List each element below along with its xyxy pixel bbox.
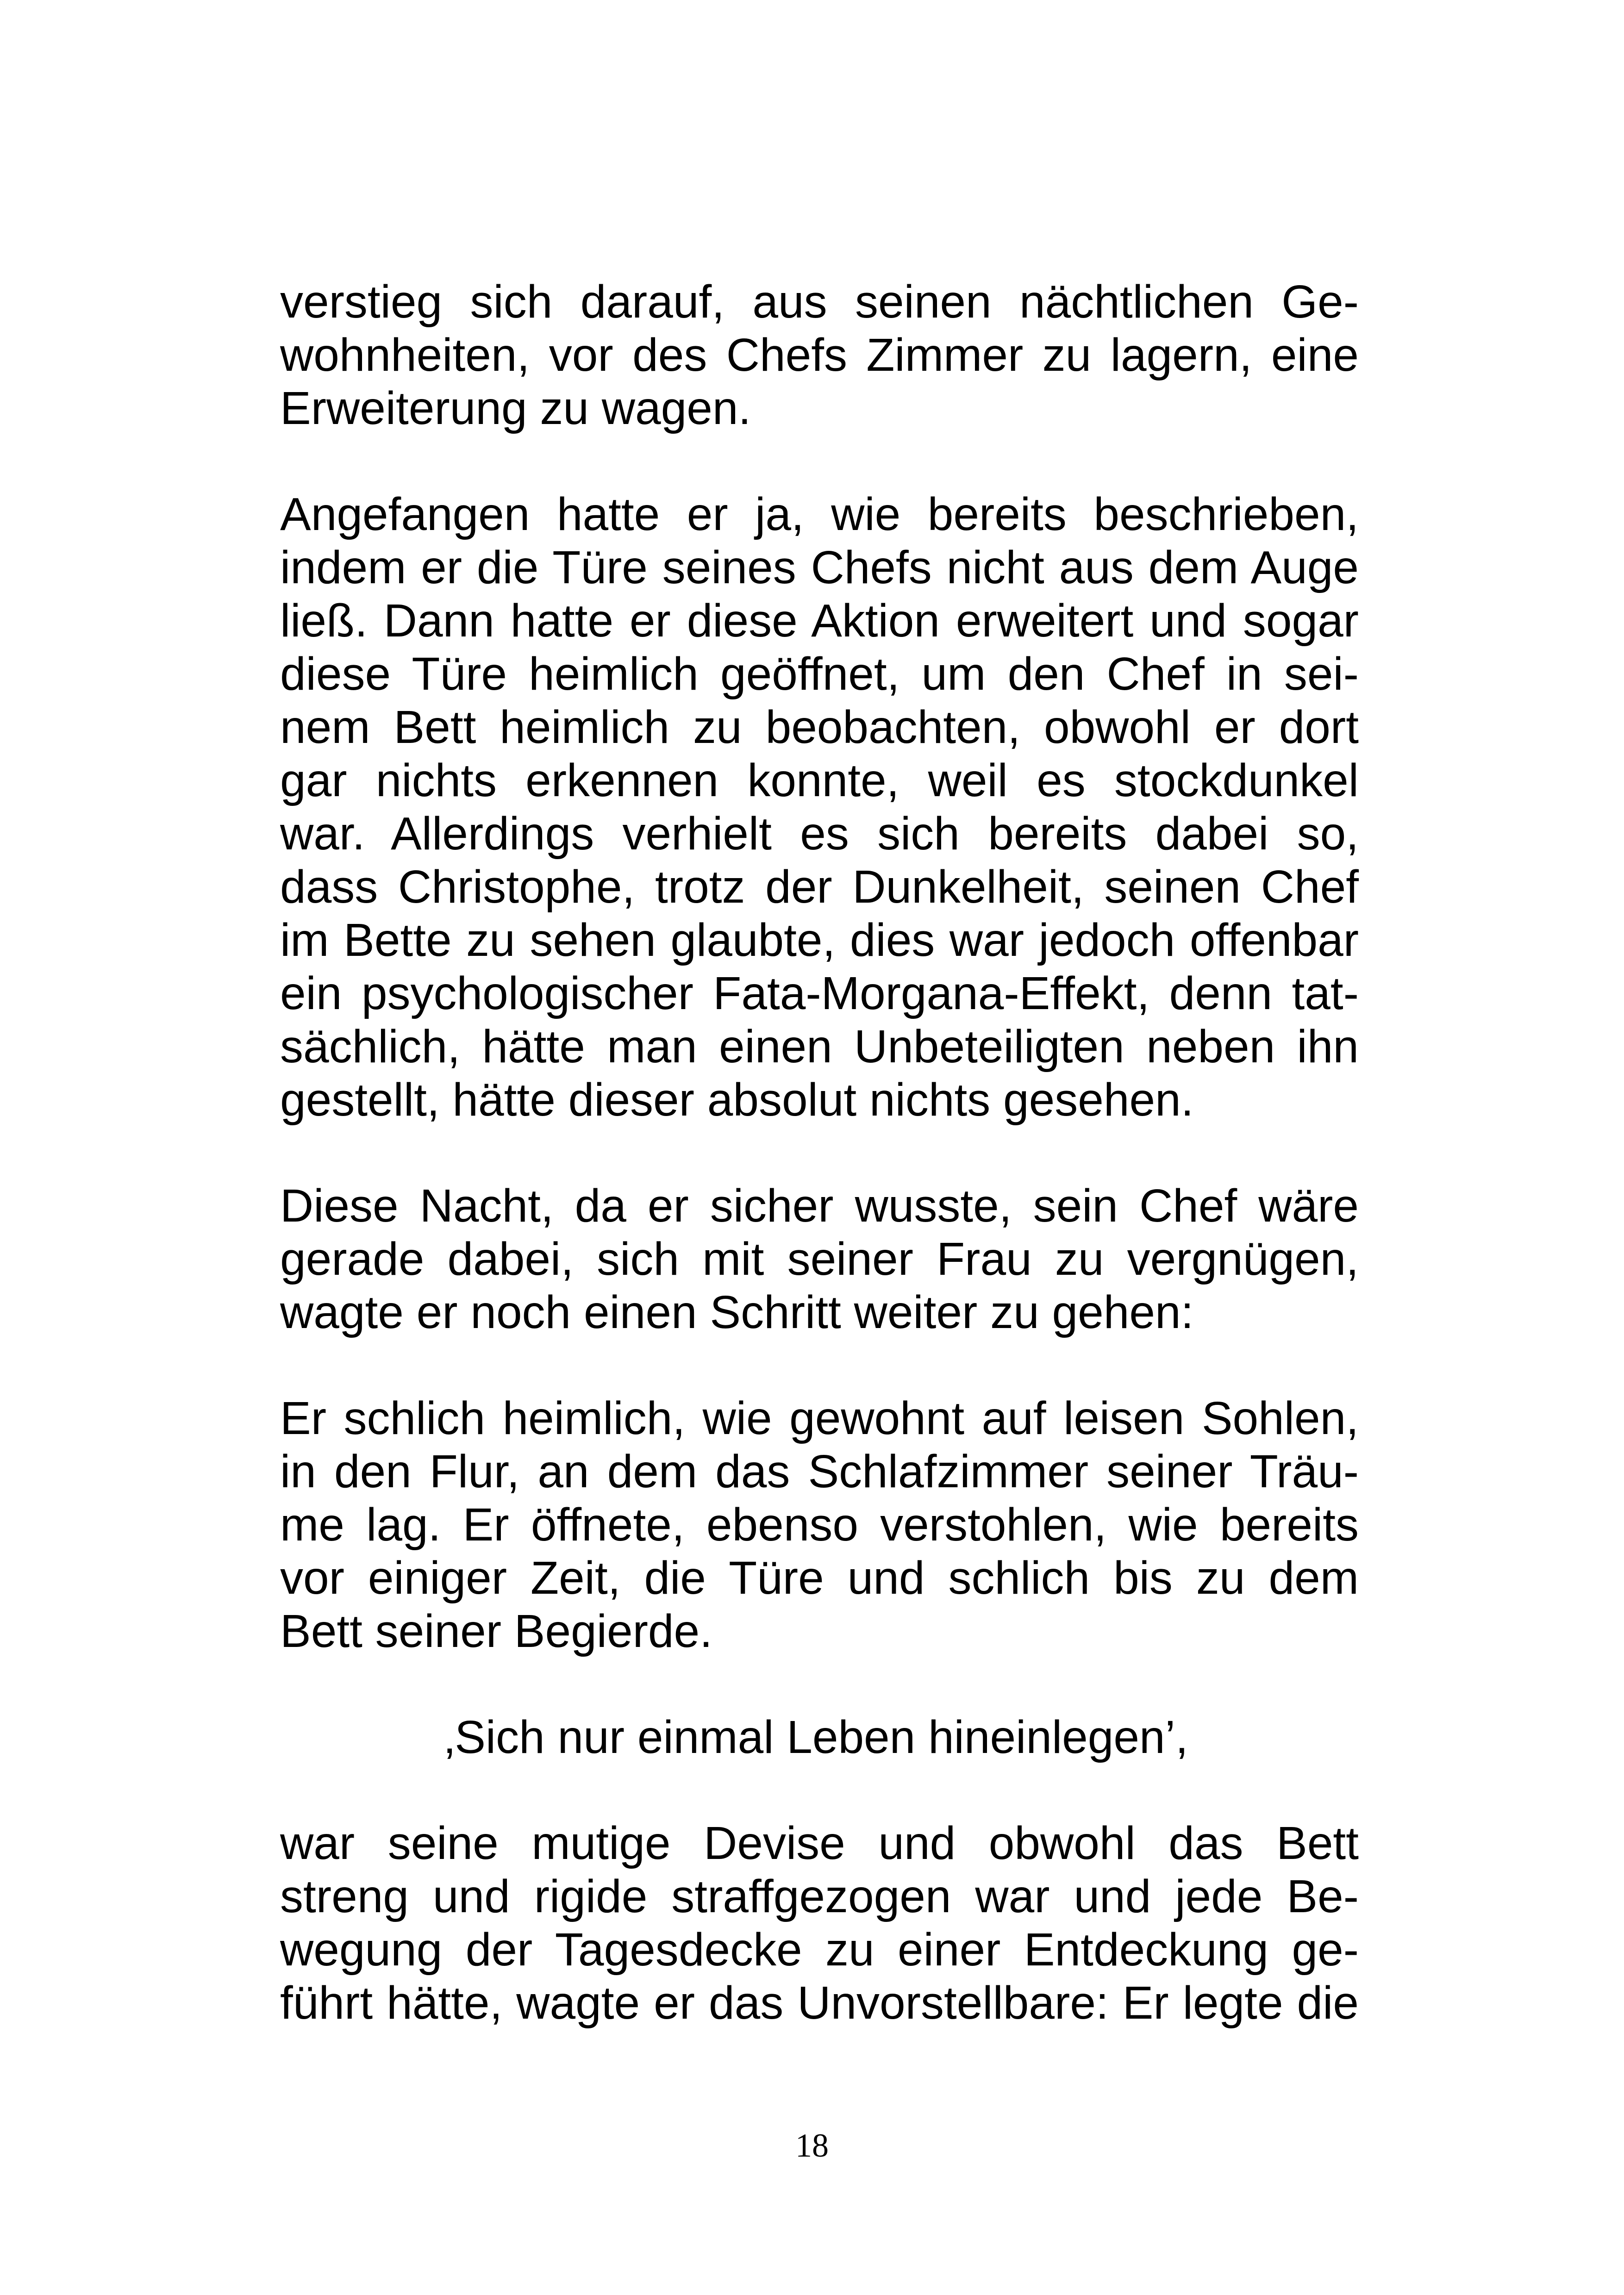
paragraph-5 bbox=[280, 1817, 1359, 2030]
text-line: Er schlich heimlich, wie gewohnt auf leisen Sohlen, bbox=[280, 1392, 1359, 1444]
text-line: vor einiger Zeit, die Türe und schlich bis zu dem bbox=[280, 1552, 1359, 1604]
text-line: in den Flur, an dem das Schlafzimmer seiner Träu- bbox=[280, 1446, 1359, 1497]
text-line: war seine mutige Devise und obwohl das Bett bbox=[280, 1817, 1359, 1869]
quote-line: ‚Sich nur einmal Leben hineinlegen’, bbox=[444, 1711, 1188, 1763]
text-line: dass Christophe, trotz der Dunkelheit, seinen Chef bbox=[280, 861, 1359, 913]
text-column bbox=[280, 275, 1359, 2083]
text-line: Bett seiner Begierde. bbox=[280, 1605, 712, 1657]
text-line: me lag. Er öffnete, ebenso verstohlen, wie bereits bbox=[280, 1499, 1359, 1551]
text-line: ein psychologischer Fata-Morgana-Effekt, denn tat- bbox=[280, 967, 1359, 1019]
text-line: Erweiterung zu wagen. bbox=[280, 382, 751, 434]
text-line: Angefangen hatte er ja, wie bereits beschrieben, bbox=[280, 488, 1359, 540]
text-line: verstieg sich darauf, aus seinen nächtlichen Ge- bbox=[280, 276, 1359, 328]
text-line: war. Allerdings verhielt es sich bereits dabei so, bbox=[280, 808, 1359, 860]
text-line: wohnheiten, vor des Chefs Zimmer zu lagern, eine bbox=[280, 329, 1359, 381]
text-line: gar nichts erkennen konnte, weil es stockdunkel bbox=[280, 755, 1359, 806]
text-line: gestellt, hätte dieser absolut nichts gesehen. bbox=[280, 1074, 1194, 1126]
text-line: gerade dabei, sich mit seiner Frau zu vergnügen, bbox=[280, 1233, 1359, 1285]
text-line: diese Türe heimlich geöffnet, um den Chef in sei- bbox=[280, 648, 1359, 700]
paragraph-2 bbox=[280, 488, 1359, 1127]
paragraph-3 bbox=[280, 1179, 1359, 1339]
text-line: im Bette zu sehen glaubte, dies war jedoch offenbar bbox=[280, 914, 1359, 966]
text-line: Diese Nacht, da er sicher wusste, sein Chef wäre bbox=[280, 1180, 1359, 1232]
text-line: wagte er noch einen Schritt weiter zu gehen: bbox=[280, 1286, 1194, 1338]
text-line: wegung der Tagesdecke zu einer Entdeckung ge- bbox=[280, 1924, 1359, 1976]
paragraph-4 bbox=[280, 1392, 1359, 1658]
text-line: ließ. Dann hatte er diese Aktion erweitert und sogar bbox=[280, 595, 1359, 647]
text-line: nem Bett heimlich zu beobachten, obwohl er dort bbox=[280, 701, 1359, 753]
page-number: 18 bbox=[795, 2127, 829, 2164]
text-line: sächlich, hätte man einen Unbeteiligten neben ihn bbox=[280, 1021, 1359, 1073]
text-line: streng und rigide straffgezogen war und jede Be- bbox=[280, 1871, 1359, 1922]
paragraph-1 bbox=[280, 275, 1359, 435]
text-line: führt hätte, wagte er das Unvorstellbare: Er legte die bbox=[280, 1977, 1359, 2029]
text-line: indem er die Türe seines Chefs nicht aus dem Auge bbox=[280, 542, 1359, 593]
